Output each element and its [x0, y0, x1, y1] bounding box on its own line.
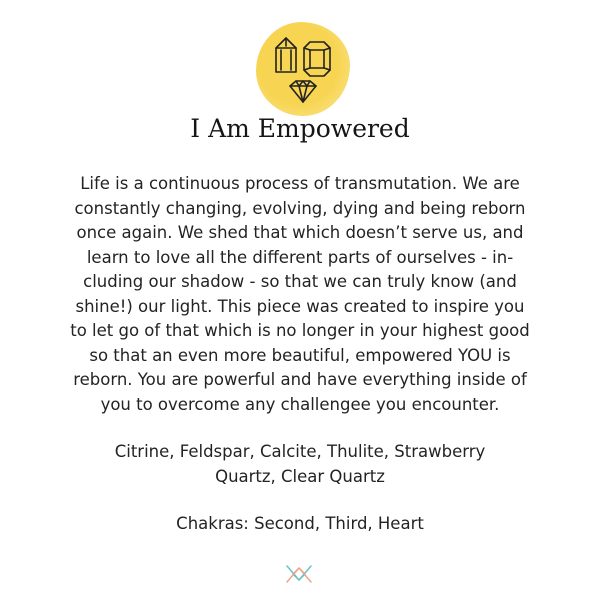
stones-line: Citrine, Feldspar, Calcite, Thulite, Strawberry [114, 442, 486, 461]
product-description [30, 172, 570, 537]
description-line: you to overcome any challengee you encounter. [100, 394, 500, 414]
description-line: learn to love all the different parts of ourselves - in- [86, 247, 514, 267]
gem-crystals-icon [270, 30, 336, 108]
page-title: I Am Empowered [190, 114, 410, 143]
description-line: so that an even more beautiful, empowered YOU is [89, 345, 511, 365]
description-line: constantly changing, evolving, dying and being reborn [74, 198, 526, 218]
description-line: shine!) our light. This piece was created to inspire you [75, 296, 525, 316]
description-line: Life is a continuous process of transmutation. We are [80, 174, 520, 193]
description-line: reborn. You are powerful and have everything inside of [73, 370, 527, 389]
description-line: to let go of that which is no longer in your highest good [70, 321, 530, 340]
description-line: once again. We shed that which doesn’t serve us, and [76, 223, 524, 242]
spacer [30, 417, 570, 440]
brand-logo-icon [284, 562, 314, 586]
description-line: cluding our shadow - so that we can truly know (and [83, 272, 517, 291]
spacer [30, 489, 570, 512]
chakras-line: Chakras: Second, Third, Heart [176, 514, 424, 533]
stones-line: Quartz, Clear Quartz [215, 466, 385, 486]
